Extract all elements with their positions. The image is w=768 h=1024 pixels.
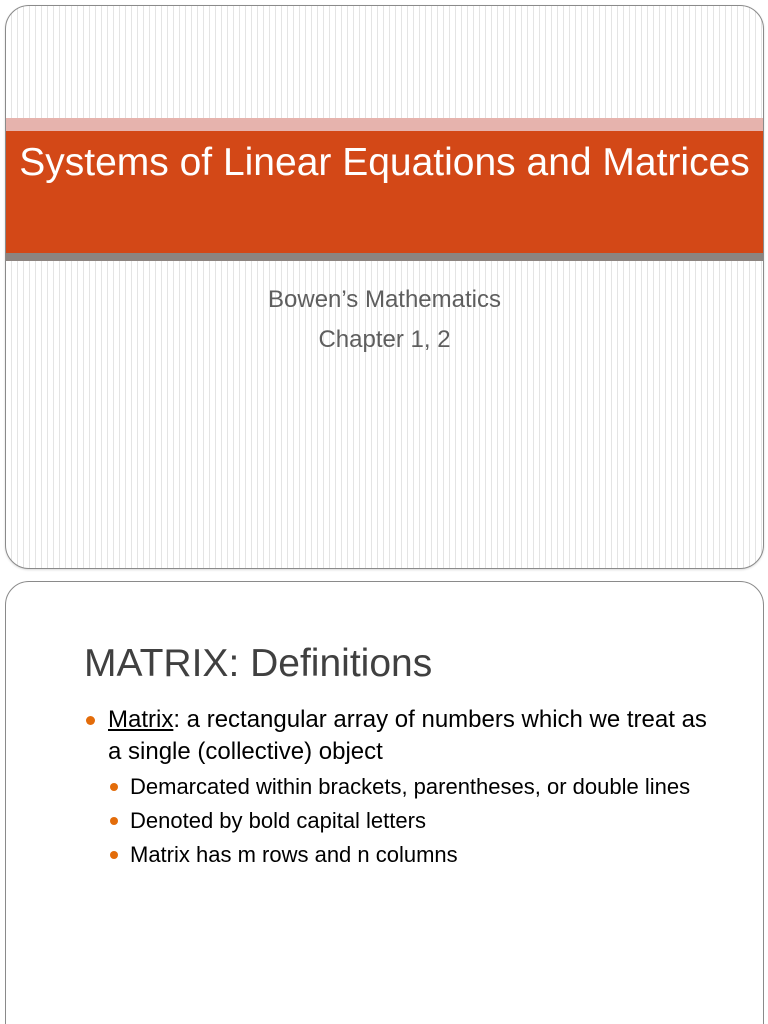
- title-band-bottom-stripe: [6, 253, 763, 261]
- sub-bullet-dot-icon: [110, 817, 118, 825]
- bullet-item-matrix: [84, 704, 724, 869]
- sub-bullet-item: [108, 806, 724, 835]
- sub-bullet-list: [108, 772, 724, 869]
- sub-bullet-text: Matrix has m rows and n columns: [130, 842, 458, 867]
- sub-bullet-text: Denoted by bold capital letters: [130, 808, 426, 833]
- subtitle-line-chapter: Chapter 1, 2: [318, 326, 451, 353]
- sub-bullet-dot-icon: [110, 783, 118, 791]
- definitions-slide: [5, 581, 764, 1024]
- subtitle-line-book: Bowen’s Mathematics: [268, 286, 501, 313]
- title-band-top-stripe: [6, 118, 763, 131]
- slide-title: Systems of Linear Equations and Matrices: [19, 141, 750, 184]
- bullet-definition: : a rectangular array of numbers which we treat as a single (collective) object: [108, 706, 707, 765]
- bullet-dot-icon: [86, 716, 95, 725]
- title-slide: [5, 5, 764, 569]
- sub-bullet-item: [108, 840, 724, 869]
- bullet-list: [84, 704, 724, 874]
- bullet-term: Matrix: [108, 706, 174, 733]
- sub-bullet-text: Demarcated within brackets, parentheses, or double lines: [130, 774, 691, 799]
- slide-subtitle: [6, 280, 763, 360]
- sub-bullet-dot-icon: [110, 851, 118, 859]
- sub-bullet-item: [108, 772, 724, 801]
- slide-heading: MATRIX: Definitions: [84, 642, 433, 685]
